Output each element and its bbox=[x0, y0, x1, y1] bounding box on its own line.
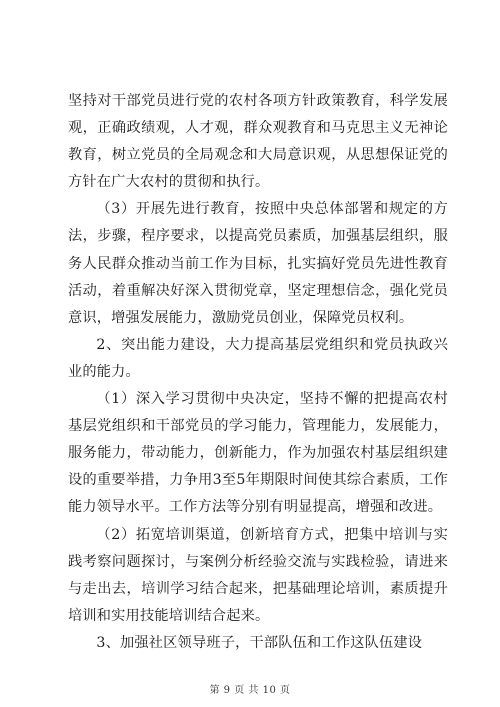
paragraph-1: 坚持对干部党员进行党的农村各项方针政策教育，科学发展观，正确政绩观，人才观，群众观教育和马克思主义无神论教育，树立党员的全局观念和大局意识观，从思想保证党的方针在广大农村的贯彻和执行。 bbox=[68, 93, 448, 191]
paragraph-4: （1）深入学习贯彻中央决定，坚持不懈的把提高农村基层党组织和干部党员的学习能力，管理能力，发展能力，服务能力，带动能力，创新能力，作为加强农村基层组织建设的重要举措，力争用3至5年期限时间使其综合素质，工作能力领导水平。工作方法等分别有明显提高，增强和改进。 bbox=[68, 391, 448, 516]
paragraph-3: 2、突出能力建设，大力提高基层党组织和党员执政兴业的能力。 bbox=[68, 336, 448, 380]
paragraph-6: 3、加强社区领导班子，干部队伍和工作这队伍建设 bbox=[96, 634, 423, 651]
paragraph-2: （3）开展先进行教育，按照中央总体部署和规定的方法，步骤，程序要求，以提高党员素质，加强基层组织，服务人民群众推动当前工作为目标，扎实搞好党员先进性教育活动，着重解决好深入贯彻党章，坚定理想信念，强化党员意识，增强发展能力，激励党员创业，保障党员权利。 bbox=[68, 201, 448, 326]
document-body bbox=[68, 88, 448, 657]
page-footer: 第 9 页 共 10 页 bbox=[209, 685, 291, 696]
paragraph-5: （2）拓宽培训渠道，创新培育方式，把集中培训与实践考察问题探讨，与案例分析经验交流与实践检验，请进来与走出去，培训学习结合起来，把基础理论培训，素质提升培训和实用技能培训结合起来。 bbox=[68, 526, 448, 624]
